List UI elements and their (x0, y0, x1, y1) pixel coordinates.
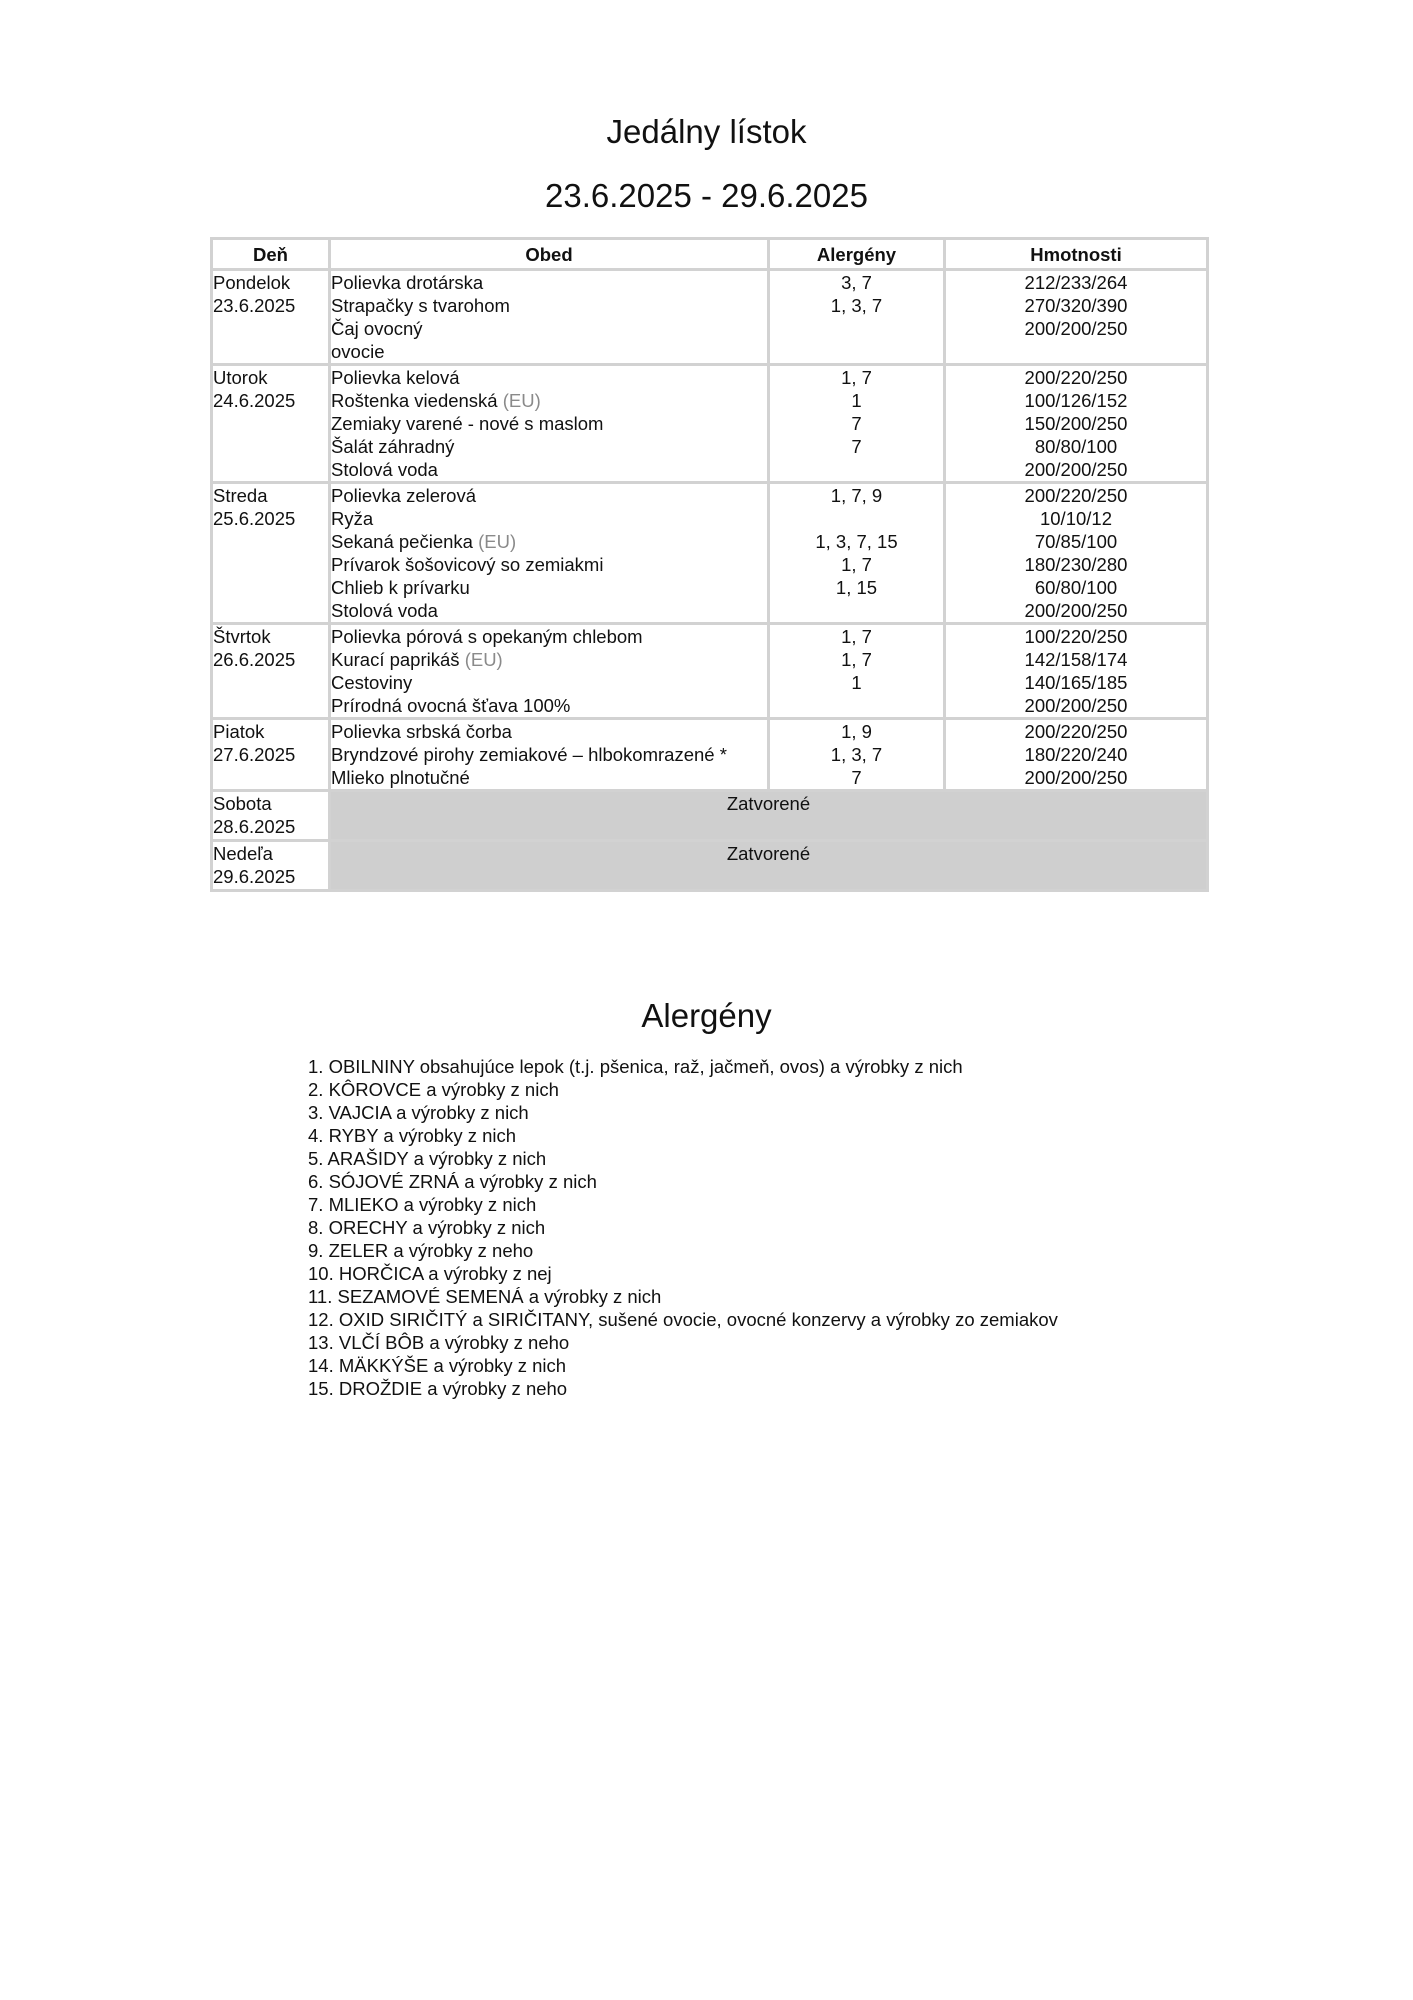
portion-weights: 80/80/100 (1034, 436, 1118, 457)
allergen-codes: 1, 7 (841, 554, 872, 575)
meal-item (331, 366, 767, 389)
portion-weights: 212/233/264 (1024, 272, 1128, 293)
portion-weights: 200/200/250 (1024, 318, 1128, 339)
portion-weights: 10/10/12 (1039, 508, 1112, 529)
portion-weights (946, 340, 1206, 363)
dish-name: Mlieko plnotučné (331, 767, 470, 788)
closed-status: Zatvorené (330, 841, 1208, 891)
allergen-list-item: 15. DROŽDIE a výrobky z neho (308, 1378, 568, 1399)
allergen-list-item: 9. ZELER a výrobky z neho (308, 1240, 534, 1261)
meal-item (331, 340, 767, 363)
dish-name: Bryndzové pirohy zemiakové – hlbokomrazené * (331, 744, 727, 765)
allergen-codes: 1, 7 (841, 649, 872, 670)
allergen-list-item: 12. OXID SIRIČITÝ a SIRIČITANY, sušené ovocie, ovocné konzervy a výrobky zo zemiakov (308, 1309, 1058, 1330)
meal-item (331, 317, 767, 340)
dish-name: Stolová voda (331, 459, 438, 480)
meal-item (331, 648, 767, 671)
allergen-codes (770, 458, 943, 481)
meals-cell (330, 719, 769, 791)
allergen-codes: 1 (851, 390, 862, 411)
weights-cell (945, 719, 1208, 791)
origin-tag: (EU) (478, 531, 517, 552)
allergen-list-item: 14. MÄKKÝŠE a výrobky z nich (308, 1355, 567, 1376)
meal-item (331, 412, 767, 435)
portion-weights: 200/220/250 (1024, 721, 1128, 742)
allergen-codes: 1, 9 (841, 721, 872, 742)
portion-weights: 100/126/152 (1024, 390, 1128, 411)
allergen-codes: 1, 7 (841, 367, 872, 388)
header-day: Deň (212, 239, 330, 270)
day-cell (212, 270, 330, 365)
allergen-list-item: 7. MLIEKO a výrobky z nich (308, 1194, 537, 1215)
day-cell (212, 365, 330, 483)
dish-name: Stolová voda (331, 600, 438, 621)
meals-cell (330, 624, 769, 719)
allergen-codes: 3, 7 (841, 272, 872, 293)
weights-cell (945, 365, 1208, 483)
portion-weights: 100/220/250 (1024, 626, 1128, 647)
allergen-list-item: 6. SÓJOVÉ ZRNÁ a výrobky z nich (308, 1171, 597, 1192)
page-title: Jedálny lístok (606, 113, 807, 150)
table-row (212, 365, 1208, 483)
header-weights: Hmotnosti (945, 239, 1208, 270)
allergens-cell (769, 719, 945, 791)
day-name: Sobota (213, 793, 272, 814)
meals-cell (330, 483, 769, 624)
day-cell (212, 624, 330, 719)
dish-name: Polievka srbská čorba (331, 721, 512, 742)
meal-item (331, 553, 767, 576)
weights-cell (945, 270, 1208, 365)
menu-table (210, 237, 1209, 892)
dish-name: Čaj ovocný (331, 318, 423, 339)
header-meal: Obed (330, 239, 769, 270)
portion-weights: 200/220/250 (1024, 367, 1128, 388)
dish-name: Cestoviny (331, 672, 413, 693)
day-date: 26.6.2025 (213, 649, 296, 670)
portion-weights: 200/200/250 (1024, 600, 1128, 621)
meal-item (331, 720, 767, 743)
allergen-codes (770, 694, 943, 717)
portion-weights: 180/220/240 (1024, 744, 1128, 765)
meal-item (331, 766, 767, 789)
meal-item (331, 389, 767, 412)
dish-name: Zemiaky varené - nové s maslom (331, 413, 604, 434)
day-date: 25.6.2025 (213, 508, 296, 529)
header-allergens: Alergény (769, 239, 945, 270)
dish-name: Ryža (331, 508, 374, 529)
allergen-codes: 1, 3, 7 (830, 295, 883, 316)
meal-item (331, 294, 767, 317)
meals-cell (330, 270, 769, 365)
portion-weights: 150/200/250 (1024, 413, 1128, 434)
allergens-heading: Alergény (641, 997, 772, 1034)
portion-weights: 140/165/185 (1024, 672, 1128, 693)
dish-name: Prírodná ovocná šťava 100% (331, 695, 571, 716)
dish-name: Sekaná pečienka (331, 531, 473, 552)
allergen-codes (770, 599, 943, 622)
table-row (212, 483, 1208, 624)
dish-name: Polievka pórová s opekaným chlebom (331, 626, 643, 647)
portion-weights: 200/200/250 (1024, 459, 1128, 480)
day-name: Štvrtok (213, 626, 271, 647)
dish-name: Polievka drotárska (331, 272, 484, 293)
origin-tag: (EU) (502, 390, 541, 411)
allergen-list-item: 1. OBILNINY obsahujúce lepok (t.j. pšenica, raž, jačmeň, ovos) a výrobky z nich (308, 1056, 963, 1077)
dish-name: Prívarok šošovicový so zemiakmi (331, 554, 604, 575)
meal-item (331, 530, 767, 553)
allergen-list-item: 13. VLČÍ BÔB a výrobky z neho (308, 1332, 570, 1353)
day-cell (212, 841, 330, 891)
day-cell (212, 719, 330, 791)
dish-name: Kurací paprikáš (331, 649, 460, 670)
closed-day-row (212, 841, 1208, 891)
meal-item (331, 743, 767, 766)
allergen-list-item: 3. VAJCIA a výrobky z nich (308, 1102, 529, 1123)
dish-name: Polievka zelerová (331, 485, 476, 506)
allergen-codes (770, 317, 943, 340)
allergen-list-item: 11. SEZAMOVÉ SEMENÁ a výrobky z nich (308, 1286, 662, 1307)
allergen-codes (770, 340, 943, 363)
portion-weights: 180/230/280 (1024, 554, 1128, 575)
table-row (212, 624, 1208, 719)
allergens-cell (769, 365, 945, 483)
allergen-list-item: 8. ORECHY a výrobky z nich (308, 1217, 546, 1238)
dish-name: Chlieb k prívarku (331, 577, 470, 598)
dish-name: Strapačky s tvarohom (331, 295, 510, 316)
day-name: Nedeľa (213, 843, 273, 864)
table-row (212, 270, 1208, 365)
day-cell (212, 483, 330, 624)
allergen-codes: 1, 3, 7 (830, 744, 883, 765)
dish-name: Polievka kelová (331, 367, 460, 388)
allergen-list (308, 1055, 1058, 1400)
date-range: 23.6.2025 - 29.6.2025 (545, 177, 868, 214)
portion-weights: 142/158/174 (1024, 649, 1128, 670)
portion-weights: 70/85/100 (1034, 531, 1118, 552)
allergen-list-item: 2. KÔROVCE a výrobky z nich (308, 1079, 559, 1100)
meal-item (331, 599, 767, 622)
portion-weights: 200/220/250 (1024, 485, 1128, 506)
portion-weights: 270/320/390 (1024, 295, 1128, 316)
allergen-codes: 1, 3, 7, 15 (815, 531, 898, 552)
portion-weights: 200/200/250 (1024, 695, 1128, 716)
table-header-row (212, 239, 1208, 270)
weights-cell (945, 483, 1208, 624)
day-date: 27.6.2025 (213, 744, 296, 765)
meal-item (331, 694, 767, 717)
day-date: 24.6.2025 (213, 390, 296, 411)
allergen-list-item: 4. RYBY a výrobky z nich (308, 1125, 517, 1146)
day-name: Piatok (213, 721, 265, 742)
weights-cell (945, 624, 1208, 719)
portion-weights: 60/80/100 (1034, 577, 1118, 598)
day-date: 23.6.2025 (213, 295, 296, 316)
table-row (212, 719, 1208, 791)
allergen-list-item: 5. ARAŠIDY a výrobky z nich (308, 1148, 547, 1169)
meal-item (331, 576, 767, 599)
allergens-cell (769, 624, 945, 719)
portion-weights: 200/200/250 (1024, 767, 1128, 788)
closed-day-row (212, 791, 1208, 841)
meal-item (331, 484, 767, 507)
menu-body (212, 270, 1208, 891)
dish-name: Šalát záhradný (331, 436, 455, 457)
allergen-codes (770, 507, 943, 530)
day-date: 29.6.2025 (213, 866, 296, 887)
meals-cell (330, 365, 769, 483)
dish-name: ovocie (331, 341, 385, 362)
meal-item (331, 271, 767, 294)
day-name: Pondelok (213, 272, 291, 293)
allergens-cell (769, 270, 945, 365)
day-name: Streda (213, 485, 268, 506)
meal-item (331, 507, 767, 530)
meal-item (331, 435, 767, 458)
allergen-codes: 1, 7, 9 (830, 485, 883, 506)
day-cell (212, 791, 330, 841)
allergen-codes: 7 (851, 413, 862, 434)
allergen-codes: 1, 7 (841, 626, 872, 647)
day-name: Utorok (213, 367, 268, 388)
origin-tag: (EU) (464, 649, 503, 670)
meal-item (331, 671, 767, 694)
closed-status: Zatvorené (330, 791, 1208, 841)
meal-item (331, 458, 767, 481)
allergen-codes: 7 (851, 767, 862, 788)
meal-item (331, 625, 767, 648)
dish-name: Roštenka viedenská (331, 390, 498, 411)
allergens-cell (769, 483, 945, 624)
day-date: 28.6.2025 (213, 816, 296, 837)
allergen-codes: 1 (851, 672, 862, 693)
allergen-codes: 1, 15 (835, 577, 878, 598)
allergen-list-item: 10. HORČICA a výrobky z nej (308, 1263, 552, 1284)
allergen-codes: 7 (851, 436, 862, 457)
